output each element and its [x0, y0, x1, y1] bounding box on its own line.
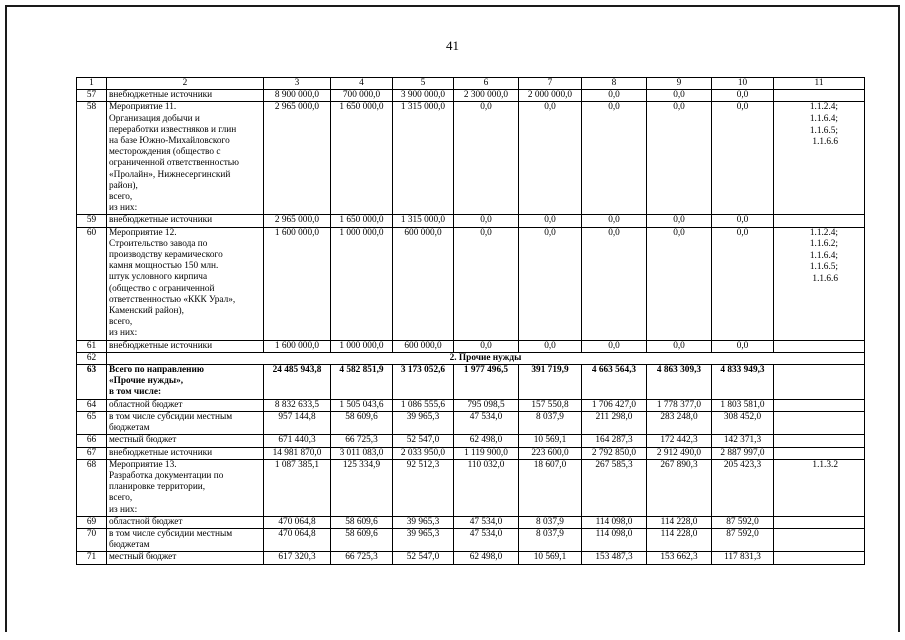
column-number-row: [77, 78, 865, 90]
amount-cell: 1 803 581,0: [712, 399, 774, 411]
amount-cell: 0,0: [582, 340, 647, 352]
column-header: 8: [582, 78, 647, 90]
amount-cell: 2 965 000,0: [264, 215, 331, 227]
amount-cell: 10 569,1: [519, 435, 582, 447]
item-name-line: внебюджетные источники: [109, 215, 213, 226]
item-name-line: всего,: [109, 192, 133, 203]
amount-cell: 3 011 083,0: [331, 447, 393, 459]
amount-cell: 2 912 490,0: [647, 447, 712, 459]
amount-cell: 0,0: [519, 215, 582, 227]
amount-cell: 1 600 000,0: [264, 340, 331, 352]
amount-cell: 0,0: [647, 215, 712, 227]
amount-cell: 14 981 870,0: [264, 447, 331, 459]
amount-cell: 153 487,3: [582, 552, 647, 564]
table-row: [77, 435, 865, 447]
item-name-line: Каменский район),: [109, 306, 184, 317]
item-name-line: областной бюджет: [109, 399, 183, 410]
target-indicator-ref: 1.1.6.4;: [809, 114, 838, 124]
amount-cell: 114 098,0: [582, 528, 647, 551]
amount-cell: 8 900 000,0: [264, 90, 331, 102]
amount-cell: 600 000,0: [393, 227, 454, 340]
amount-cell: 0,0: [519, 102, 582, 215]
item-name-line: Организация добычи и: [109, 113, 200, 124]
item-name-line: штук условного кирпича: [109, 272, 208, 283]
item-name-line: планировке территории,: [109, 482, 206, 493]
item-name-cell: [107, 528, 264, 551]
item-name-cell: [107, 215, 264, 227]
item-name-line: в том числе:: [109, 387, 162, 398]
table-row: [77, 411, 865, 434]
amount-cell: 0,0: [647, 102, 712, 215]
amount-cell: 39 965,3: [393, 528, 454, 551]
amount-cell: 1 000 000,0: [331, 227, 393, 340]
column-header: 4: [331, 78, 393, 90]
target-indicator-cell: [774, 227, 865, 340]
amount-cell: 0,0: [582, 227, 647, 340]
item-name-line: камня мощностью 150 млн.: [109, 261, 219, 272]
amount-cell: 47 534,0: [454, 411, 519, 434]
table-row: [77, 447, 865, 459]
column-header: 7: [519, 78, 582, 90]
amount-cell: 66 725,3: [331, 552, 393, 564]
amount-cell: 114 228,0: [647, 516, 712, 528]
column-header: 5: [393, 78, 454, 90]
amount-cell: 62 498,0: [454, 435, 519, 447]
table-row: [77, 340, 865, 352]
target-indicator-ref: 1.1.6.6: [812, 274, 838, 285]
amount-cell: 87 592,0: [712, 516, 774, 528]
amount-cell: 92 512,3: [393, 459, 454, 516]
item-name-line: ограниченной ответственностью: [109, 158, 239, 169]
item-name-line: Мероприятие 12.: [109, 227, 177, 238]
amount-cell: 117 831,3: [712, 552, 774, 564]
amount-cell: 1 706 427,0: [582, 399, 647, 411]
item-name-line: из них:: [109, 328, 138, 339]
target-indicator-ref: 1.1.2.4;: [809, 227, 838, 238]
amount-cell: 391 719,9: [519, 365, 582, 400]
amount-cell: 0,0: [454, 102, 519, 215]
table-row: [77, 399, 865, 411]
amount-cell: 8 037,9: [519, 516, 582, 528]
item-name-cell: [107, 411, 264, 434]
item-name-line: Всего по направлению: [109, 365, 204, 376]
amount-cell: 3 900 000,0: [393, 90, 454, 102]
amount-cell: 0,0: [647, 90, 712, 102]
amount-cell: 58 609,6: [331, 528, 393, 551]
amount-cell: 142 371,3: [712, 435, 774, 447]
row-number-cell: 70: [77, 528, 107, 551]
amount-cell: 0,0: [519, 227, 582, 340]
column-header: 6: [454, 78, 519, 90]
target-indicator-cell: [774, 365, 865, 400]
item-name-line: Строительство завода по: [109, 238, 208, 249]
amount-cell: 795 098,5: [454, 399, 519, 411]
amount-cell: 39 965,3: [393, 516, 454, 528]
amount-cell: 0,0: [454, 215, 519, 227]
item-name-cell: [107, 552, 264, 564]
row-number-cell: 64: [77, 399, 107, 411]
target-indicator-cell: [774, 528, 865, 551]
item-name-line: областной бюджет: [109, 516, 183, 527]
amount-cell: 172 442,3: [647, 435, 712, 447]
item-name-line: Мероприятие 11.: [109, 102, 177, 113]
item-name-cell: [107, 459, 264, 516]
amount-cell: 205 423,3: [712, 459, 774, 516]
amount-cell: 8 037,9: [519, 528, 582, 551]
target-indicator-cell: [774, 340, 865, 352]
amount-cell: 4 663 564,3: [582, 365, 647, 400]
amount-cell: 1 650 000,0: [331, 102, 393, 215]
table-row: [77, 215, 865, 227]
amount-cell: 1 119 900,0: [454, 447, 519, 459]
table-row: [77, 365, 865, 400]
amount-cell: 0,0: [582, 90, 647, 102]
item-name-cell: [107, 102, 264, 215]
item-name-line: (общество с ограниченной: [109, 283, 215, 294]
item-name-line: в том числе субсидии местным: [109, 411, 233, 422]
column-header: 10: [712, 78, 774, 90]
table-row: [77, 552, 865, 564]
amount-cell: 211 298,0: [582, 411, 647, 434]
amount-cell: 157 550,8: [519, 399, 582, 411]
amount-cell: 2 965 000,0: [264, 102, 331, 215]
amount-cell: 671 440,3: [264, 435, 331, 447]
amount-cell: 8 037,9: [519, 411, 582, 434]
column-header: 3: [264, 78, 331, 90]
column-header: 1: [77, 78, 107, 90]
amount-cell: 0,0: [712, 102, 774, 215]
amount-cell: 0,0: [519, 340, 582, 352]
row-number-cell: 57: [77, 90, 107, 102]
amount-cell: 52 547,0: [393, 552, 454, 564]
item-name-line: всего,: [109, 317, 133, 328]
amount-cell: 223 600,0: [519, 447, 582, 459]
amount-cell: 0,0: [454, 340, 519, 352]
item-name-cell: [107, 399, 264, 411]
row-number-cell: 65: [77, 411, 107, 434]
table-row: [77, 459, 865, 516]
column-header: 2: [107, 78, 264, 90]
target-indicator-ref: 1.1.2.4;: [809, 102, 838, 113]
amount-cell: 308 452,0: [712, 411, 774, 434]
amount-cell: 10 569,1: [519, 552, 582, 564]
item-name-line: производству керамического: [109, 250, 223, 261]
amount-cell: 0,0: [647, 340, 712, 352]
row-number-cell: 62: [77, 352, 107, 364]
item-name-line: в том числе субсидии местным: [109, 528, 233, 539]
item-name-cell: [107, 227, 264, 340]
target-indicator-ref: 1.1.6.4;: [809, 250, 838, 261]
row-number-cell: 61: [77, 340, 107, 352]
amount-cell: 87 592,0: [712, 528, 774, 551]
item-name-cell: [107, 435, 264, 447]
row-number-cell: 69: [77, 516, 107, 528]
amount-cell: 4 582 851,9: [331, 365, 393, 400]
section-heading-cell: 2. Прочие нужды: [107, 352, 865, 364]
amount-cell: 58 609,6: [331, 516, 393, 528]
target-indicator-ref: 1.1.6.6: [812, 137, 838, 148]
item-name-line: переработки известняков и глин: [109, 124, 237, 135]
table-row: [77, 90, 865, 102]
amount-cell: 700 000,0: [331, 90, 393, 102]
table-row: [77, 516, 865, 528]
amount-cell: 0,0: [582, 215, 647, 227]
amount-cell: 600 000,0: [393, 340, 454, 352]
item-name-line: бюджетам: [109, 423, 150, 434]
target-indicator-cell: [774, 102, 865, 215]
amount-cell: 0,0: [582, 102, 647, 215]
row-number-cell: 71: [77, 552, 107, 564]
amount-cell: 58 609,6: [331, 411, 393, 434]
row-number-cell: 63: [77, 365, 107, 400]
amount-cell: 1 778 377,0: [647, 399, 712, 411]
amount-cell: 957 144,8: [264, 411, 331, 434]
item-name-line: внебюджетные источники: [109, 340, 213, 351]
amount-cell: 18 607,0: [519, 459, 582, 516]
target-indicator-cell: [774, 215, 865, 227]
item-name-cell: [107, 516, 264, 528]
amount-cell: 47 534,0: [454, 516, 519, 528]
amount-cell: 114 228,0: [647, 528, 712, 551]
amount-cell: 24 485 943,8: [264, 365, 331, 400]
amount-cell: 39 965,3: [393, 411, 454, 434]
item-name-line: Разработка документации по: [109, 470, 224, 481]
amount-cell: 1 315 000,0: [393, 102, 454, 215]
amount-cell: 1 505 043,6: [331, 399, 393, 411]
item-name-line: местный бюджет: [109, 552, 177, 563]
amount-cell: 3 173 052,6: [393, 365, 454, 400]
scan-border-right: [898, 5, 900, 632]
item-name-line: внебюджетные источники: [109, 447, 213, 458]
amount-cell: 8 832 633,5: [264, 399, 331, 411]
amount-cell: 1 000 000,0: [331, 340, 393, 352]
amount-cell: 153 662,3: [647, 552, 712, 564]
item-name-line: месторождения (общество с: [109, 147, 221, 158]
amount-cell: 0,0: [712, 340, 774, 352]
row-number-cell: 59: [77, 215, 107, 227]
amount-cell: 164 287,3: [582, 435, 647, 447]
target-indicator-cell: [774, 447, 865, 459]
target-indicator-ref: 1.1.6.5;: [809, 262, 838, 273]
target-indicator-cell: [774, 399, 865, 411]
amount-cell: 283 248,0: [647, 411, 712, 434]
row-number-cell: 60: [77, 227, 107, 340]
table-row: [77, 352, 865, 364]
target-indicator-ref: 1.1.6.5;: [809, 125, 838, 136]
page-number: 41: [446, 38, 459, 53]
item-name-line: всего,: [109, 493, 133, 504]
row-number-cell: 67: [77, 447, 107, 459]
amount-cell: 617 320,3: [264, 552, 331, 564]
amount-cell: 1 977 496,5: [454, 365, 519, 400]
budget-table-body: [77, 78, 865, 565]
amount-cell: 2 887 997,0: [712, 447, 774, 459]
item-name-line: местный бюджет: [109, 435, 177, 446]
amount-cell: 1 315 000,0: [393, 215, 454, 227]
target-indicator-cell: [774, 411, 865, 434]
item-name-line: внебюджетные источники: [109, 90, 213, 101]
amount-cell: 52 547,0: [393, 435, 454, 447]
amount-cell: 1 650 000,0: [331, 215, 393, 227]
amount-cell: 1 087 385,1: [264, 459, 331, 516]
amount-cell: 1 600 000,0: [264, 227, 331, 340]
item-name-line: «Пролайн», Нижнесергинский: [109, 169, 231, 180]
amount-cell: 470 064,8: [264, 516, 331, 528]
table-row: [77, 227, 865, 340]
item-name-cell: [107, 365, 264, 400]
budget-table: [76, 77, 865, 565]
target-indicator-cell: [774, 90, 865, 102]
item-name-line: на базе Южно-Михайловского: [109, 136, 230, 147]
amount-cell: 62 498,0: [454, 552, 519, 564]
amount-cell: 0,0: [712, 227, 774, 340]
amount-cell: 2 033 950,0: [393, 447, 454, 459]
amount-cell: 47 534,0: [454, 528, 519, 551]
amount-cell: 2 792 850,0: [582, 447, 647, 459]
scan-border-top: [6, 5, 899, 7]
target-indicator-ref: 1.1.3.2: [812, 459, 838, 470]
target-indicator-cell: [774, 459, 865, 516]
amount-cell: 66 725,3: [331, 435, 393, 447]
scan-border-left: [5, 5, 7, 632]
amount-cell: 267 585,3: [582, 459, 647, 516]
item-name-cell: [107, 447, 264, 459]
target-indicator-cell: [774, 435, 865, 447]
item-name-line: из них:: [109, 203, 138, 214]
column-header: 11: [774, 78, 865, 90]
item-name-cell: [107, 90, 264, 102]
amount-cell: 2 000 000,0: [519, 90, 582, 102]
amount-cell: 0,0: [647, 227, 712, 340]
target-indicator-ref: 1.1.6.2;: [809, 239, 838, 250]
amount-cell: 110 032,0: [454, 459, 519, 516]
amount-cell: 1 086 555,6: [393, 399, 454, 411]
item-name-cell: [107, 340, 264, 352]
item-name-line: из них:: [109, 504, 138, 515]
amount-cell: 125 334,9: [331, 459, 393, 516]
amount-cell: 4 863 309,3: [647, 365, 712, 400]
amount-cell: 4 833 949,3: [712, 365, 774, 400]
amount-cell: 2 300 000,0: [454, 90, 519, 102]
row-number-cell: 68: [77, 459, 107, 516]
row-number-cell: 58: [77, 102, 107, 215]
item-name-line: район),: [109, 180, 138, 191]
item-name-line: «Прочие нужды»,: [109, 376, 184, 387]
table-row: [77, 528, 865, 551]
item-name-line: ответственностью «ККК Урал»,: [109, 294, 236, 305]
item-name-line: бюджетам: [109, 540, 150, 551]
item-name-line: Мероприятие 13.: [109, 459, 177, 470]
row-number-cell: 66: [77, 435, 107, 447]
target-indicator-cell: [774, 552, 865, 564]
column-header: 9: [647, 78, 712, 90]
amount-cell: 267 890,3: [647, 459, 712, 516]
amount-cell: 0,0: [712, 90, 774, 102]
table-row: [77, 102, 865, 215]
target-indicator-cell: [774, 516, 865, 528]
amount-cell: 114 098,0: [582, 516, 647, 528]
amount-cell: 0,0: [454, 227, 519, 340]
amount-cell: 470 064,8: [264, 528, 331, 551]
amount-cell: 0,0: [712, 215, 774, 227]
